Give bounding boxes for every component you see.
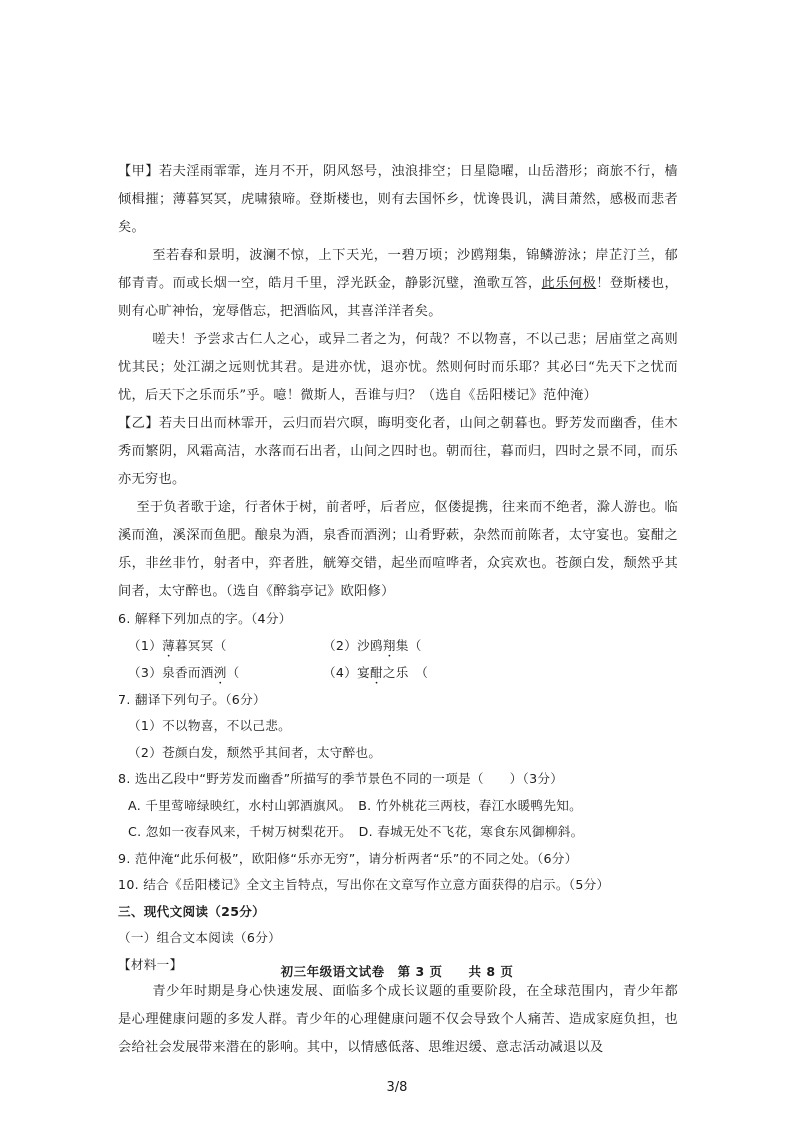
passage-jia-paragraph-2: 至若春和景明，波澜不惊，上下天光，一碧万顷；沙鸥翔集，锦鳞游泳；岸芷汀兰，郁郁青青。而或长烟一空，皓月千里，浮光跃金，静影沉璧，渔歌互答，此乐何极！登斯楼也，则有心旷神怡，宠辱偕忘，把酒临风，其喜洋洋者矣。 [118,248,679,319]
question-6-option-1: （1）薄暮冥冥（ [128,637,227,653]
question-8-options-ab [118,793,678,820]
question-8-option-a: A. 千里莺啼绿映红，水村山郭酒旗风。 [128,797,346,813]
question-6-option-3: （3）泉香而酒洌（ [128,664,240,680]
question-7-sentence-1: （1）不以物喜，不以己悲。 [128,718,292,733]
question-8-options-cd [118,819,678,846]
question-6-stem: 6. 解释下列加点的字。（4分） [118,611,292,626]
question-6-row-1 [118,633,678,660]
passage-yi-paragraph-2: 至于负者歌于途，行者休于树，前者呼，后者应，伛偻提携，往来而不绝者，滁人游也。临溪而渔，溪深而鱼肥。酿泉为酒，泉香而酒洌；山肴野蔌，杂然而前陈者，太守宴也。宴酣之乐，非丝非竹，射者中，弈者胜，觥筹交错，起坐而喧哗者，众宾欢也。苍颜白发，颓然乎其间者，太守醉也。（选自《醉翁亭记》欧阳修） [118,500,678,599]
material-1-text: 青少年时期是身心快速发展、面临多个成长议题的重要阶段，在全球范围内，青少年都是心理健康问题的多发人群。青少年的心理健康问题不仅会导致个人痛苦、造成家庭负担，也会给社会发展带来潜在的影响。其中，以情感低落、思维迟缓、意志活动减退以及 [118,984,678,1055]
page-footer: 初三年级语文试卷 第 3 页 共 8 页 [280,964,514,979]
question-6-row-2 [118,660,678,687]
page-content [118,158,678,1062]
page-number: 3/8 [386,1080,408,1095]
question-7-stem: 7. 翻译下列句子。（6分） [118,691,266,707]
question-7-sentence-2: （2）苍颜白发，颓然乎其间者，太守醉也。 [128,744,382,760]
section-3-subtitle: （一）组合文本阅读（6分） [118,930,282,945]
passage-jia-paragraph-1: 【甲】若夫淫雨霏霏，连月不开，阴风怒号，浊浪排空；日星隐曜，山岳潜形；商旅不行，樯倾楫摧；薄暮冥冥，虎啸猿啼。登斯楼也，则有去国怀乡，忧谗畏讥，满目萧然，感极而悲者矣。 [118,164,678,235]
question-8-stem: 8. 选出乙段中“野芳发而幽香”所描写的季节景色不同的一项是（ ）（3分） [118,771,564,786]
question-8-option-d: D. 春城无处不飞花，寒食东风御柳斜。 [358,824,584,839]
question-9: 9. 范仲淹“此乐何极”，欧阳修“乐亦无穷”，请分析两者“乐”的不同之处。（6分） [118,850,578,866]
material-1-label: 【材料一】 [118,956,183,972]
question-8-option-c: C. 忽如一夜春风来，千树万树梨花开。 [128,824,346,839]
question-6-option-4: （4）宴酣之乐 （ [323,664,429,680]
question-8-option-b: B. 竹外桃花三两枝，春江水暖鸭先知。 [358,797,583,813]
passage-yi-paragraph-1: 【乙】若夫日出而林霏开，云归而岩穴暝，晦明变化者，山间之朝暮也。野芳发而幽香，佳木秀而繁阴，风霜高洁，水落而石出者，山间之四时也。朝而往，暮而归，四时之景不同，而乐亦无穷也。 [118,416,678,487]
question-6-option-2: （2）沙鸥翔集（ [323,637,422,653]
underlined-phrase: 此乐何极 [541,276,597,291]
section-3-title: 三、现代文阅读（25分） [118,903,266,919]
question-10: 10. 结合《岳阳楼记》全文主旨特点，写出你在文章写作立意方面获得的启示。（5分） [118,877,610,892]
passage-jia-paragraph-3: 嗟夫！予尝求古仁人之心，或异二者之为，何哉？不以物喜，不以己悲；居庙堂之高则忧其民；处江湖之远则忧其君。是进亦忧，退亦忧。然则何时而乐耶？其必曰“先天下之忧而忧，后天下之乐而乐”乎。噫！微斯人，吾谁与归？（选自《岳阳楼记》范仲淹） [118,332,678,403]
